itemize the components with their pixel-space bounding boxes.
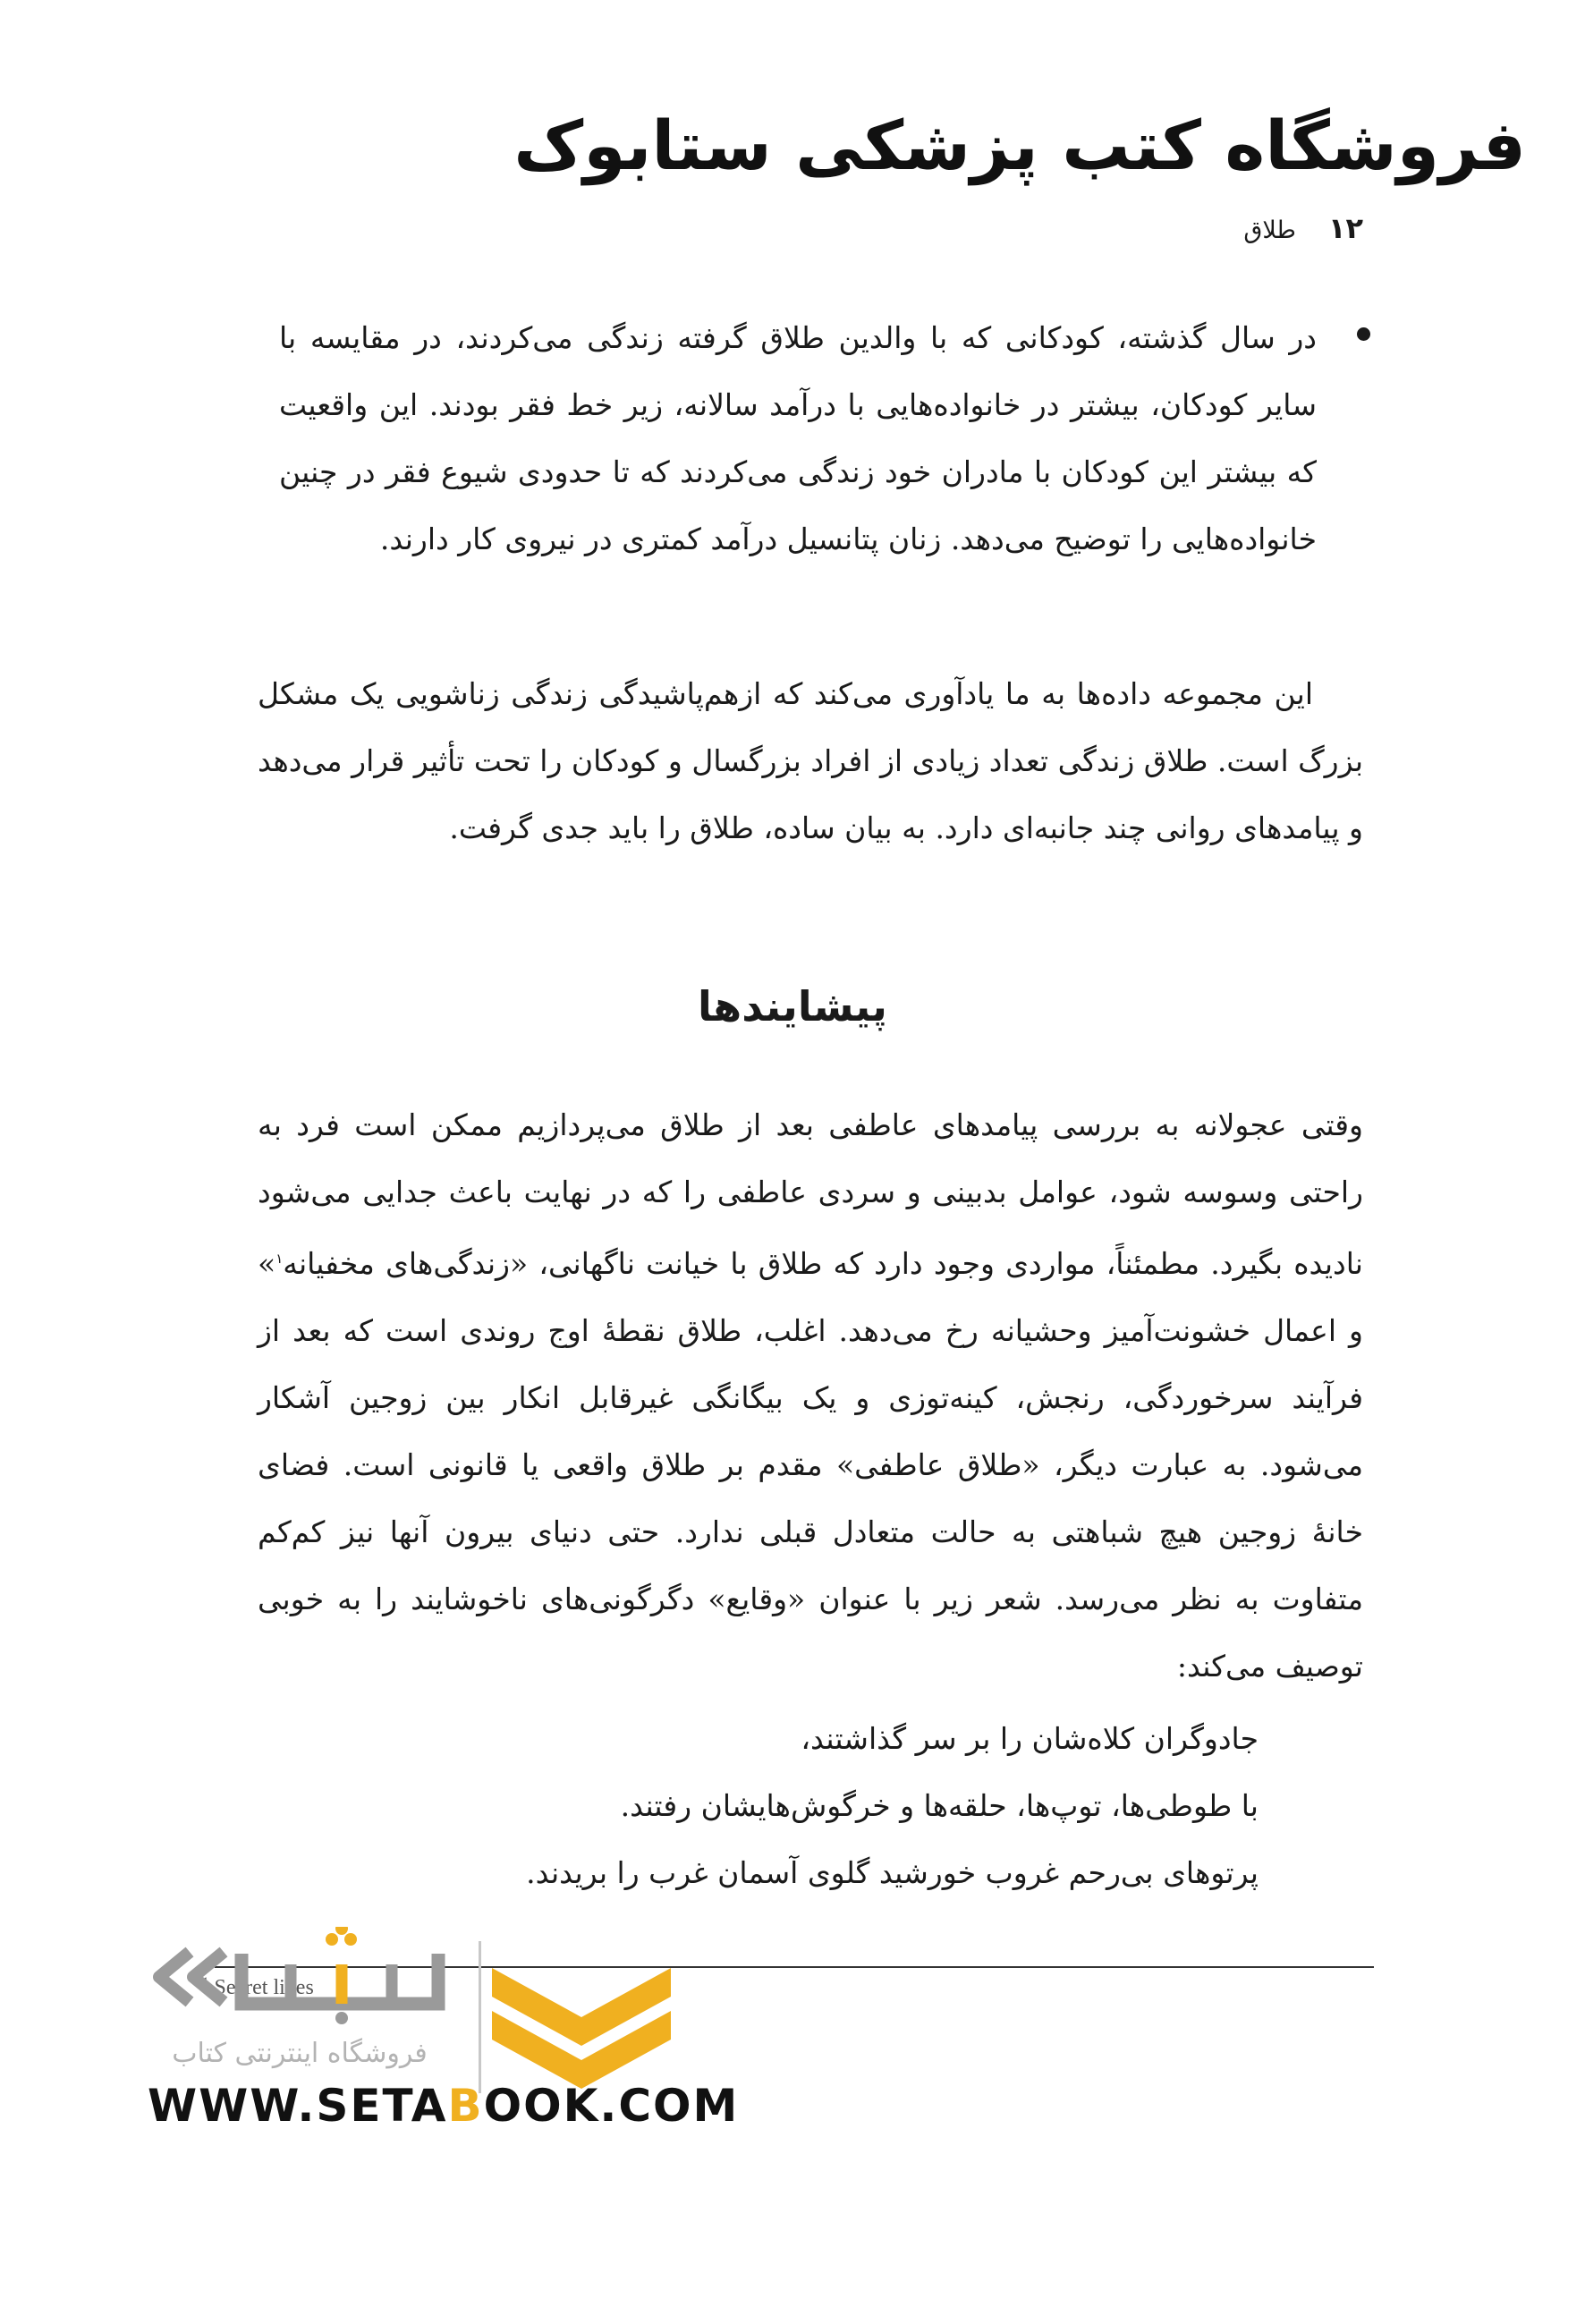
poem-line: جادوگران کلاه‌شان را بر سر گذاشتند،: [801, 1721, 1259, 1756]
body-paragraph-1: این مجموعه داده‌ها به ما یادآوری می‌کند که ازهم‌پاشیدگی زندگی زناشویی یک مشکل بزرگ است. طلاق زندگی تعداد زیادی از افراد بزرگسال و کودکان را تحت تأثیر قرار می‌دهد و پیامدهای روانی چند جانبه‌ای دارد. به بیان ساده، طلاق را باید جدی گرفت.: [258, 676, 1363, 845]
paragraph-text-start: وقتی عجولانه به بررسی پیامدهای عاطفی بعد از طلاق می‌پردازیم ممکن است فرد به راحتی وسوسه شود، عوامل بدبینی و سردی عاطفی را که در نهایت باعث جدایی می‌شود نادیده بگیرد. مطمئناً، مواردی وجود دارد که طلاق با خیانت ناگهانی، «زندگی‌های مخفیانه: [258, 1107, 1363, 1281]
paragraph-text-end: » و اعمال خشونت‌آمیز وحشیانه رخ می‌دهد. اغلب، طلاق نقطهٔ اوج روندی است که بعد از فرآیند سرخوردگی، رنجش، کینه‌توزی و یک بیگانگی غیرقابل انکار بین زوجین آشکار می‌شود. به عبارت دیگر، «طلاق عاطفی» مقدم بر طلاق واقعی یا قانونی است. فضای خانهٔ زوجین هیچ شباهتی به حالت متعادل قبلی ندارد. حتی دنیای بیرون آنها نیز کم‌کم متفاوت به نظر می‌رسد. شعر زیر با عنوان «وقایع» دگرگونی‌های ناخوشایند را به خوبی توصیف می‌کند:: [258, 1246, 1363, 1684]
section-heading: پیشایندها: [698, 982, 887, 1031]
url-part: WWW.SETA: [148, 2080, 448, 2132]
footnote-number: 1: [202, 1975, 209, 1989]
url-part: OOK.COM: [483, 2080, 740, 2132]
body-paragraph-2: [258, 1091, 1363, 1700]
poem-line: با طوطی‌ها، توپ‌ها، حلقه‌ها و خرگوش‌هایشان رفتند.: [620, 1788, 1259, 1823]
chapter-title: طلاق: [1243, 216, 1296, 244]
page-number: ۱۲: [1327, 211, 1363, 245]
watermark-subtitle: فروشگاه اینترنتی کتاب: [172, 2038, 428, 2069]
bullet-paragraph: در سال گذشته، کودکانی که با والدین طلاق گرفته زندگی می‌کردند، در مقایسه با سایر کودکان، بیشتر در خانواده‌هایی با درآمد سالانه، زیر خط فقر بودند. این واقعیت که بیشتر این کودکان با مادران خود زندگی می‌کردند که تا حدودی شیوع فقر در چنین خانواده‌هایی را توضیح می‌دهد. زنان پتانسیل درآمد کمتری در نیروی کار دارند.: [279, 320, 1317, 556]
url-accent-letter: B: [447, 2080, 484, 2132]
poem-line: پرتوهای بی‌رحم غروب خورشید گلوی آسمان غرب را بریدند.: [526, 1855, 1259, 1890]
poem: [275, 1705, 1259, 1906]
bullet-icon: [1357, 327, 1370, 341]
footnote-marker: ۱: [275, 1251, 284, 1267]
running-head: [1243, 211, 1363, 245]
store-title: فروشگاه کتب پزشکی ستابوک: [513, 106, 1526, 185]
watermark-url: [148, 2080, 739, 2132]
setabook-logo-letters: [134, 1927, 447, 2025]
watermark-divider: [479, 1941, 481, 2093]
book-stack-icon: [492, 1959, 671, 2093]
footnote-text: Secret lives: [214, 1976, 314, 1999]
